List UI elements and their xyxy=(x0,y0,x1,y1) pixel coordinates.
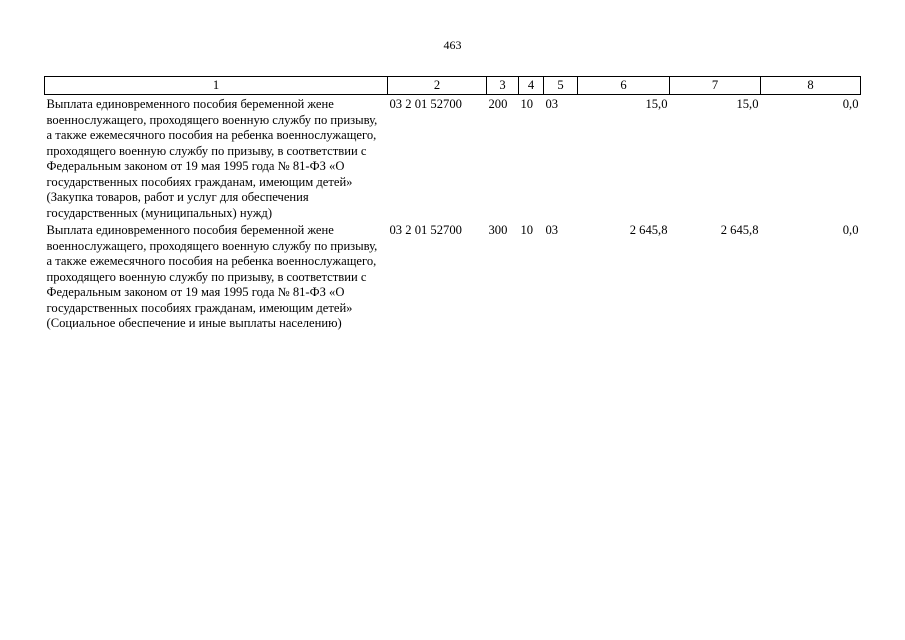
row-amount-col7: 2 645,8 xyxy=(720,223,759,237)
column-header-6: 6 xyxy=(578,77,670,95)
row-subsection: 03 xyxy=(545,97,559,111)
column-header-2: 2 xyxy=(388,77,487,95)
column-header-5: 5 xyxy=(544,77,578,95)
column-header-7: 7 xyxy=(670,77,761,95)
column-header-3: 3 xyxy=(487,77,519,95)
row-section: 10 xyxy=(520,97,534,111)
row-amount-col6: 2 645,8 xyxy=(629,223,668,237)
page-number: 463 xyxy=(443,38,462,52)
row-section: 10 xyxy=(520,223,534,237)
row-expense-type: 200 xyxy=(488,97,508,111)
row-target-code: 03 2 01 52700 xyxy=(389,223,462,237)
table-row xyxy=(45,221,861,332)
row-amount-col7: 15,0 xyxy=(736,97,759,111)
row-description: Выплата единовременного пособия беременной жене военнослужащего, проходящего военную службу по призыву, а также ежемесячного пособия на ребенка военнослужащего, проходящего военную службу по призыву, в соответствии с Федеральным законом от 19 мая 1995 года № 81-ФЗ «О государственных пособиях гражданам, имеющим детей» (Закупка товаров, работ и услуг для обеспечения государственных (муниципальных) нужд) xyxy=(46,97,378,220)
column-header-4: 4 xyxy=(519,77,544,95)
table-header-row xyxy=(45,77,861,95)
column-header-8: 8 xyxy=(761,77,861,95)
row-target-code: 03 2 01 52700 xyxy=(389,97,462,111)
budget-table xyxy=(44,76,861,332)
row-amount-col8: 0,0 xyxy=(842,97,859,111)
row-amount-col8: 0,0 xyxy=(842,223,859,237)
row-subsection: 03 xyxy=(545,223,559,237)
row-description: Выплата единовременного пособия беременной жене военнослужащего, проходящего военную службу по призыву, а также ежемесячного пособия на ребенка военнослужащего, проходящего военную службу по призыву, в соответствии с Федеральным законом от 19 мая 1995 года № 81-ФЗ «О государственных пособиях гражданам, имеющим детей» (Социальное обеспечение и иные выплаты населению) xyxy=(46,223,378,330)
column-header-1: 1 xyxy=(45,77,388,95)
row-expense-type: 300 xyxy=(488,223,508,237)
table-row xyxy=(45,95,861,222)
row-amount-col6: 15,0 xyxy=(645,97,668,111)
